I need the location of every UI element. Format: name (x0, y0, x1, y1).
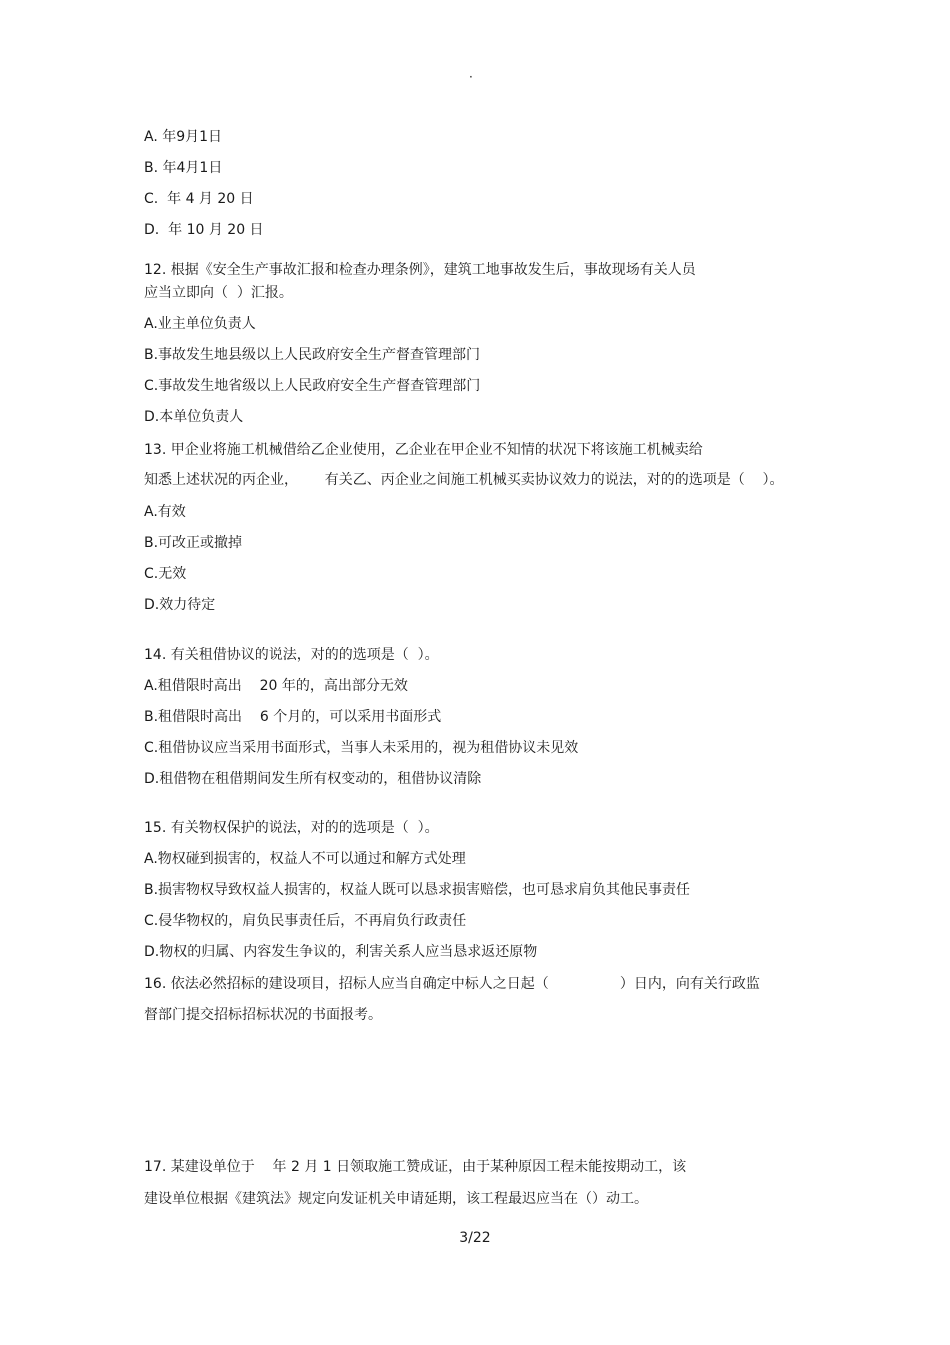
q13-option-d: D.效力待定 (144, 597, 216, 613)
q13-option-c: C.无效 (144, 566, 187, 582)
q14-option-a: A.租借限时高出 20 年的，高出部分无效 (144, 678, 408, 694)
q15-option-b: B.损害物权导致权益人损害的，权益人既可以恳求损害赔偿，也可恳求肩负其他民事责任 (144, 882, 691, 898)
q15-option-c: C.侵华物权的，肩负民事责任后，不再肩负行政责任 (144, 913, 467, 929)
q15-stem: 15. 有关物权保护的说法，对的的选项是（ ）。 (144, 820, 439, 836)
q17-stem-line-1: 17. 某建设单位于 年 2 月 1 日领取施工赞成证，由于某种原因工程未能按期动工，该 (144, 1159, 687, 1175)
q12-option-b: B.事故发生地县级以上人民政府安全生产督查管理部门 (144, 347, 481, 363)
q11-option-d: D. 年 10 月 20 日 (144, 222, 264, 238)
q15-option-a: A.物权碰到损害的，权益人不可以通过和解方式处理 (144, 851, 466, 867)
q14-option-b: B.租借限时高出 6 个月的，可以采用书面形式 (144, 709, 442, 725)
header-mark: · (469, 70, 473, 84)
q14-option-c: C.租借协议应当采用书面形式，当事人未采用的，视为租借协议未见效 (144, 740, 579, 756)
q17-stem-line-2: 建设单位根据《建筑法》规定向发证机关申请延期，该工程最迟应当在（）动工。 (144, 1191, 648, 1207)
q14-option-d: D.租借物在租借期间发生所有权变动的，租借协议清除 (144, 771, 482, 787)
q12-option-d: D.本单位负责人 (144, 409, 244, 425)
q16-stem-line-1: 16. 依法必然招标的建设项目，招标人应当自确定中标人之日起（ ）日内，向有关行政监 (144, 976, 760, 992)
q11-option-b: B. 年4月1日 (144, 160, 223, 176)
q13-option-a: A.有效 (144, 504, 186, 520)
q13-stem-line-1: 13. 甲企业将施工机械借给乙企业使用，乙企业在甲企业不知情的状况下将该施工机械卖给 (144, 442, 703, 458)
q12-stem-line-1: 12. 根据《安全生产事故汇报和检查办理条例》，建筑工地事故发生后，事故现场有关人员 (144, 262, 696, 278)
q14-stem: 14. 有关租借协议的说法，对的的选项是（ ）。 (144, 647, 439, 663)
page-number: 3/22 (459, 1230, 491, 1246)
q12-option-c: C.事故发生地省级以上人民政府安全生产督查管理部门 (144, 378, 481, 394)
q11-option-c: C. 年 4 月 20 日 (144, 191, 254, 207)
q12-option-a: A.业主单位负责人 (144, 316, 256, 332)
q13-option-b: B.可改正或撤掉 (144, 535, 243, 551)
q15-option-d: D.物权的归属、内容发生争议的，利害关系人应当恳求返还原物 (144, 944, 538, 960)
q16-stem-line-2: 督部门提交招标招标状况的书面报考。 (144, 1007, 382, 1023)
q12-stem-line-2: 应当立即向（ ）汇报。 (144, 285, 293, 301)
q13-stem-line-2: 知悉上述状况的丙企业， 有关乙、丙企业之间施工机械买卖协议效力的说法，对的的选项是（ ）。 (144, 472, 784, 488)
q11-option-a: A. 年9月1日 (144, 129, 223, 145)
